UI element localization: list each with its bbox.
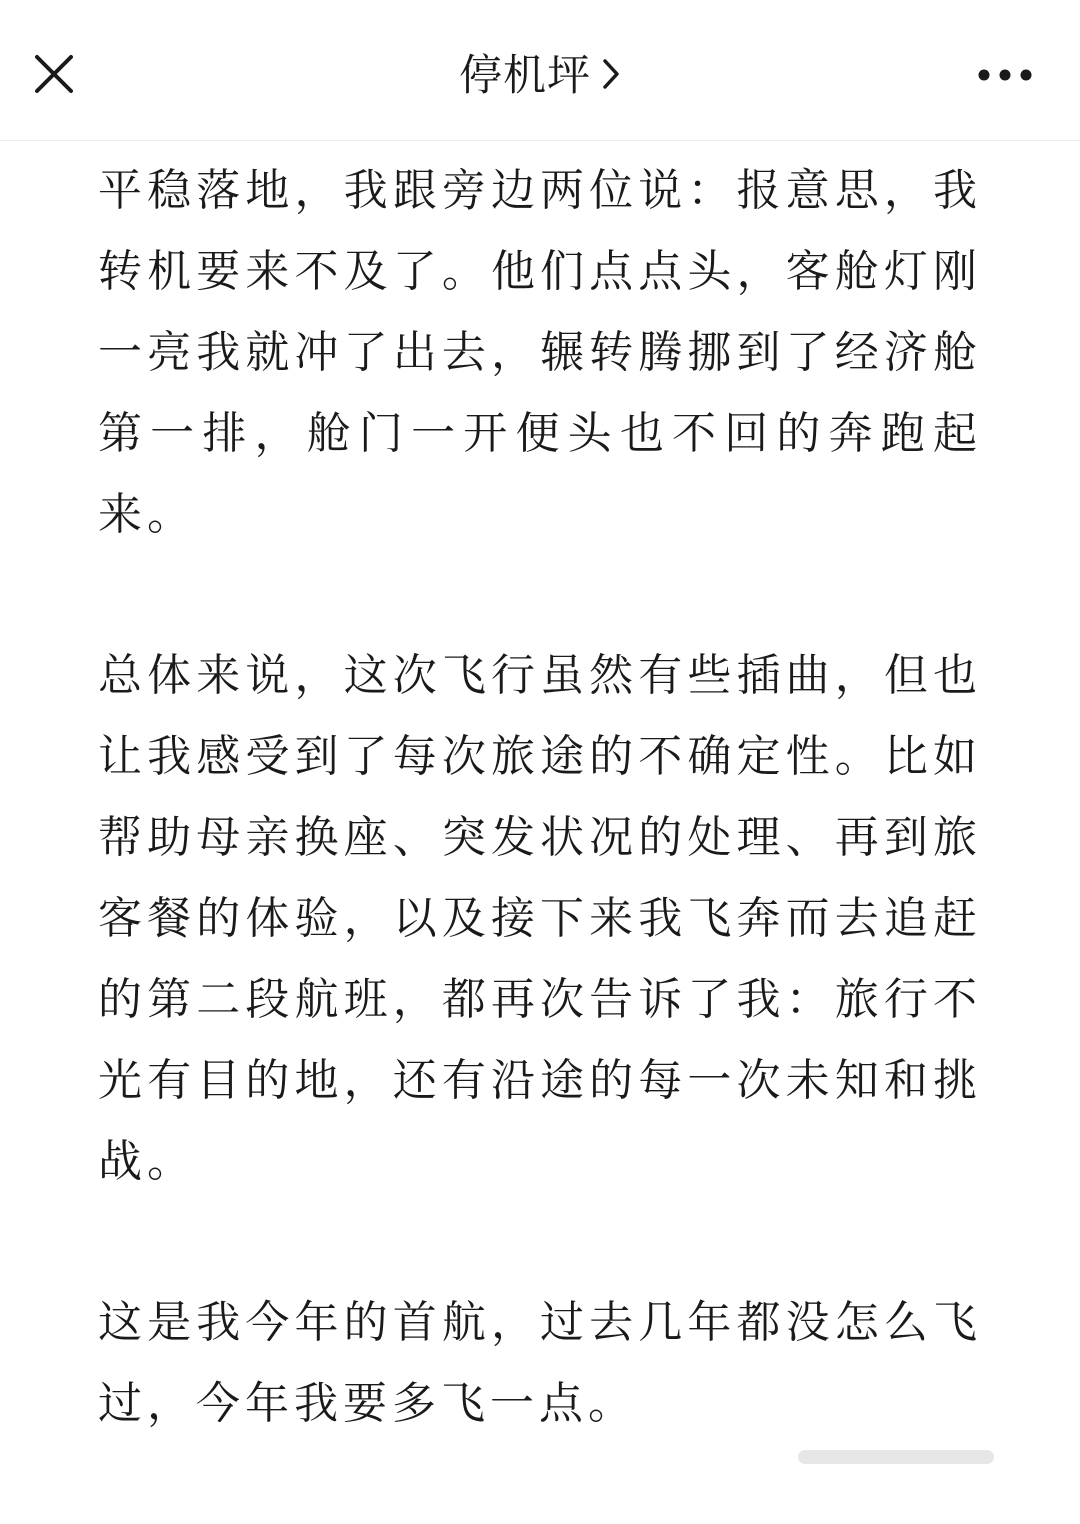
page-title: 停机坪: [459, 51, 591, 101]
article-body: [98, 150, 982, 1524]
more-options-button[interactable]: [970, 50, 1040, 100]
more-horizontal-icon: [970, 50, 1040, 100]
top-bar: [0, 0, 1080, 141]
title-area: [0, 46, 1080, 106]
article-paragraph: 平稳落地，我跟旁边两位说：报意思，我转机要来不及了。他们点点头，客舱灯刚一亮我就冲了出去，辗转腾挪到了经济舱第一排，舱门一开便头也不回的奔跑起来。: [98, 165, 982, 540]
article-paragraph: 这是我今年的首航，过去几年都没怎么飞过，今年我要多飞一点。: [98, 1297, 982, 1429]
chevron-right-icon: [601, 57, 621, 95]
watermark-logo: [798, 1444, 994, 1470]
article-paragraph: 总体来说，这次飞行虽然有些插曲，但也让我感受到了每次旅途的不确定性。比如帮助母亲换座、突发状况的处理、再到旅客餐的体验，以及接下来我飞奔而去追赶的第二段航班，都再次告诉了我：旅行不光有目的地，还有沿途的每一次未知和挑战。: [98, 650, 982, 1187]
topic-title-link[interactable]: [459, 46, 621, 106]
